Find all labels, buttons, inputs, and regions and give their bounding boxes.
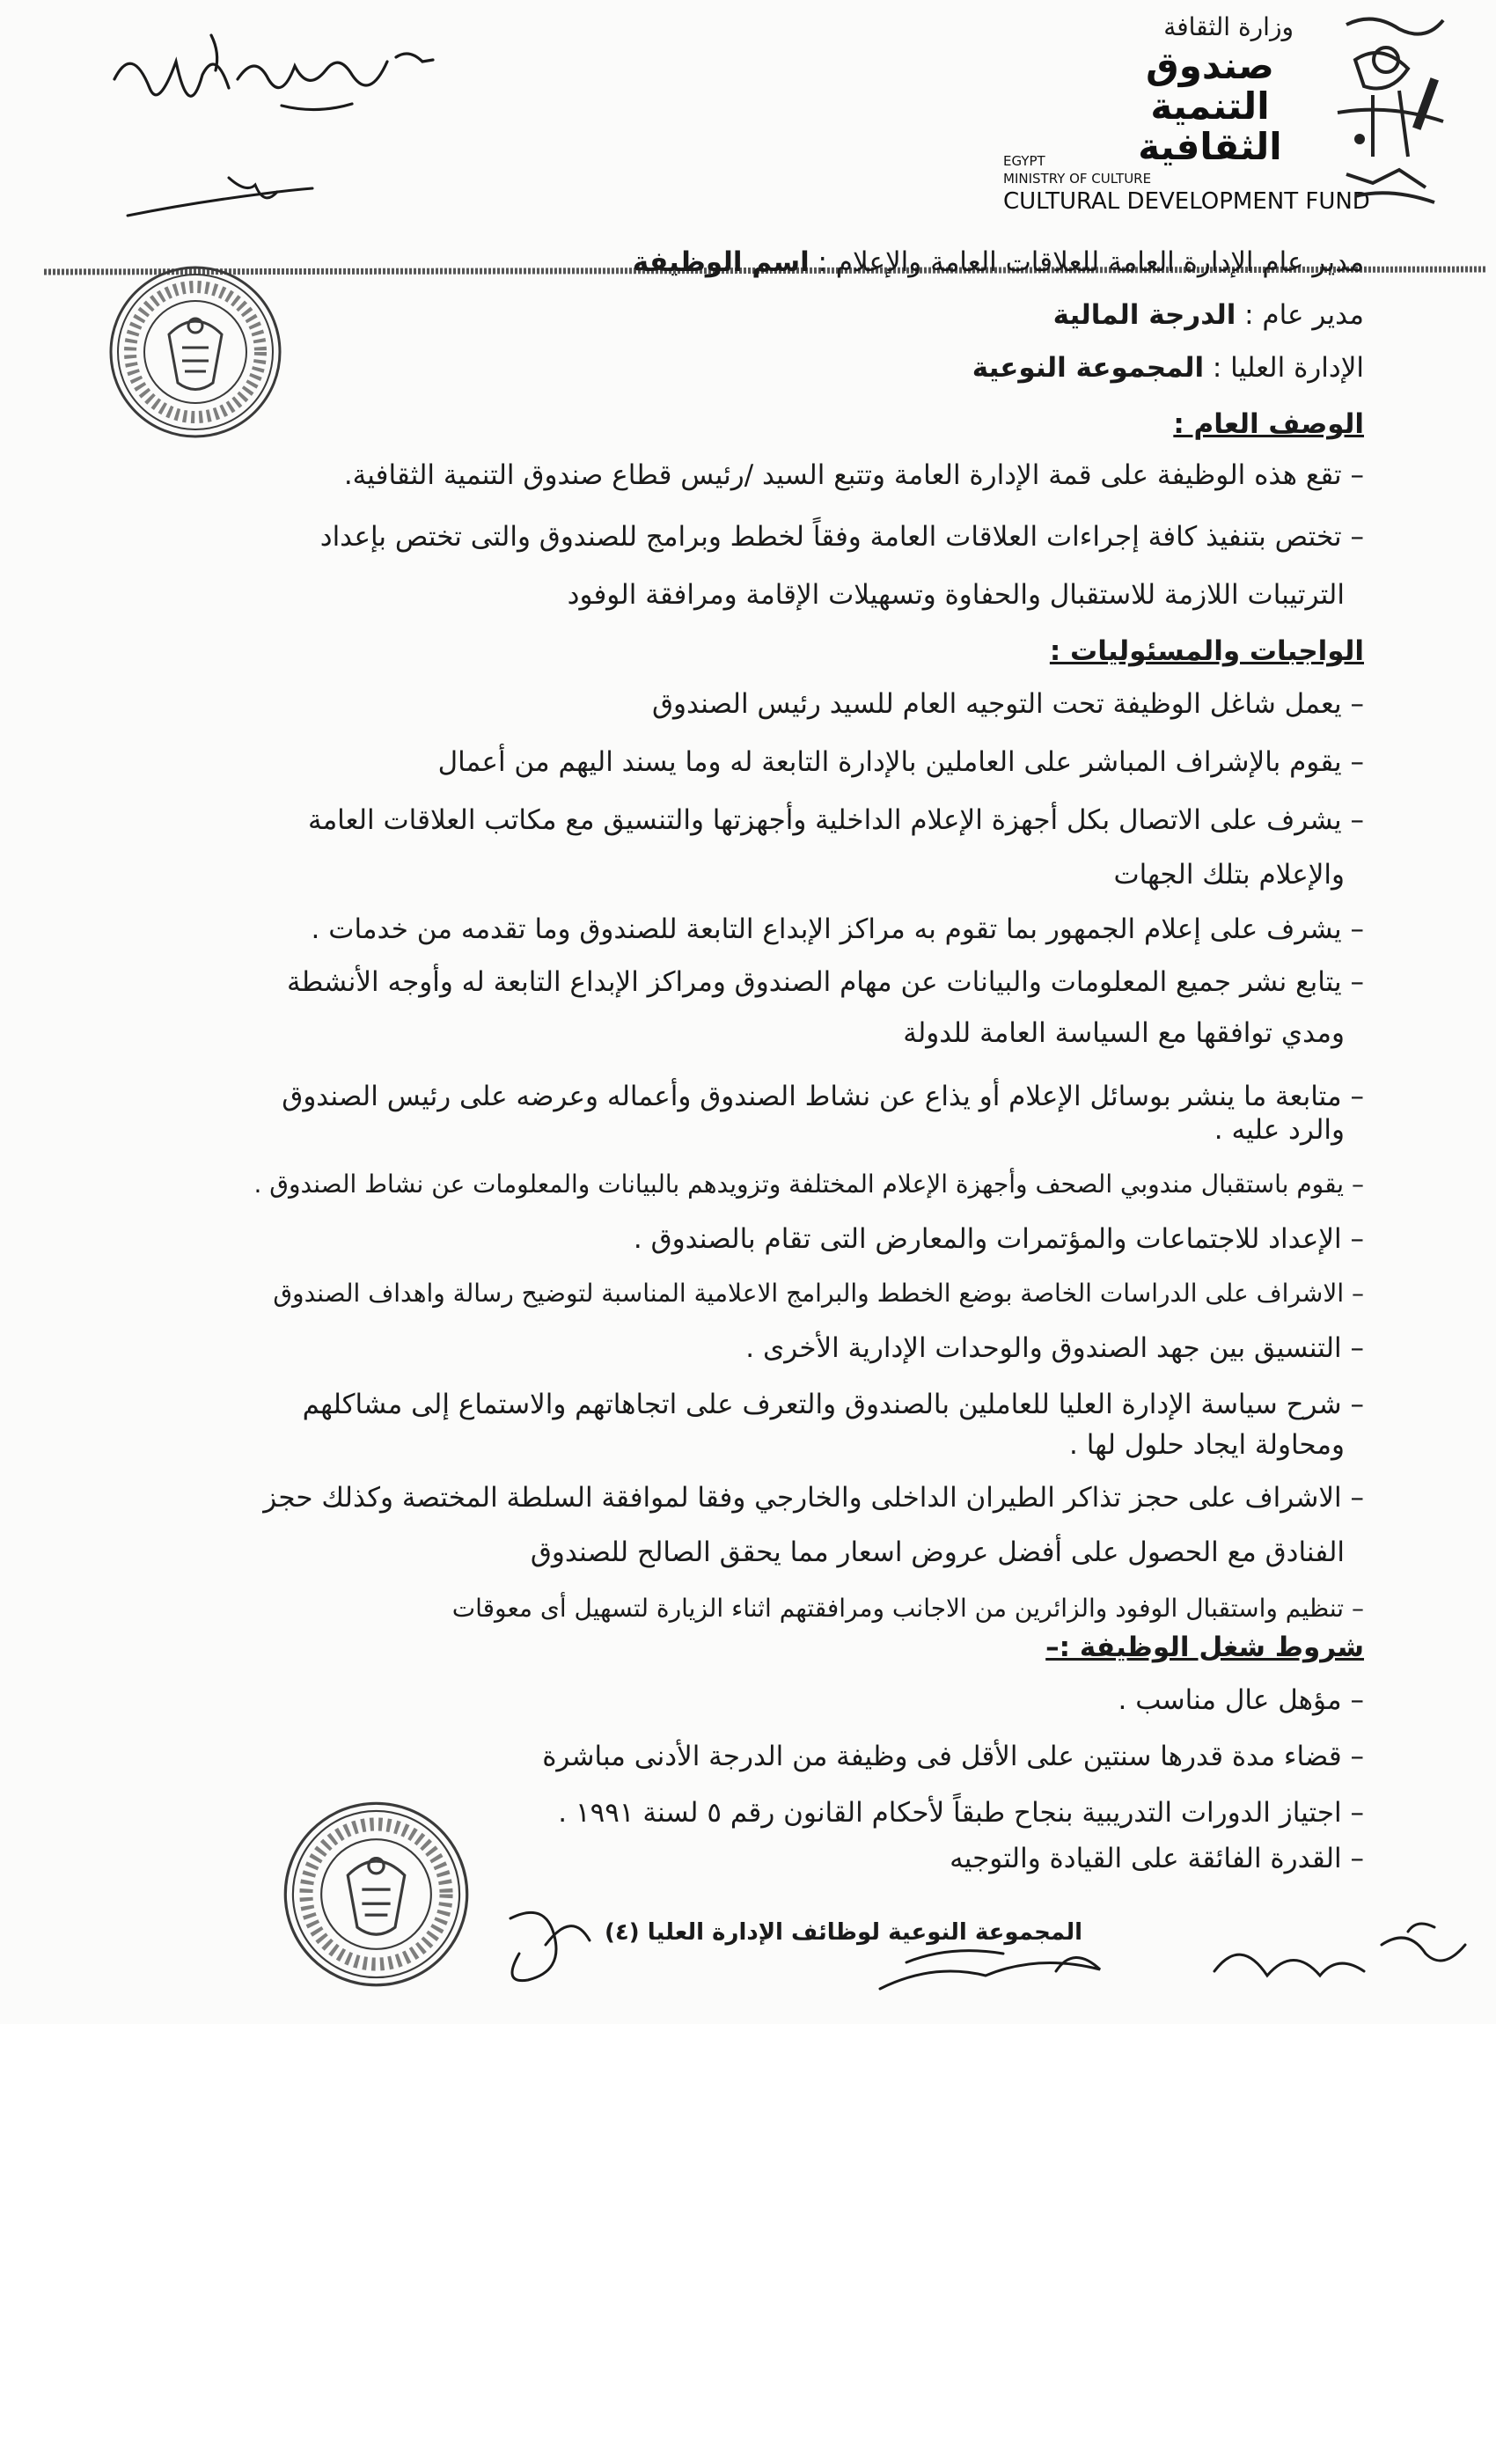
fund-name-ar-block	[1126, 46, 1294, 167]
official-seal-stamp-bottom	[282, 1800, 471, 1989]
financial-grade-label: الدرجة المالية	[1052, 299, 1236, 331]
field-colon: :	[1244, 299, 1254, 331]
duty-line: – يتابع نشر جميع المعلومات والبيانات عن مهام الصندوق ومراكز الإبداع التابعة له وأوجه الأنشطة	[287, 966, 1364, 998]
duty-line: والإعلام بتلك الجهات	[1113, 859, 1345, 891]
duty-line: – الاشراف على الدراسات الخاصة بوضع الخطط والبرامج الاعلامية المناسبة لتوضيح رسالة واهداف الصندوق	[273, 1279, 1364, 1308]
job-group-value: الإدارة العليا	[1230, 352, 1364, 384]
general-description-heading: الوصف العام :	[1173, 408, 1364, 440]
job-info-row	[546, 245, 1364, 280]
fund-name-ar-line: التنمية	[1150, 84, 1270, 128]
duty-line: – متابعة ما ينشر بوسائل الإعلام أو يذاع عن نشاط الصندوق وأعماله وعرضه على رئيس الصندوق	[282, 1081, 1364, 1112]
field-colon: :	[818, 246, 827, 278]
duty-line: – يقوم باستقبال مندوبي الصحف وأجهزة الإعلام المختلفة وتزويدهم بالبيانات والمعلومات عن نشاط الصندوق .	[253, 1170, 1364, 1199]
duty-line: الفنادق مع الحصول على أفضل عروض اسعار مما يحقق الصالح للصندوق	[530, 1536, 1345, 1568]
fund-emblem-icon	[1320, 7, 1461, 209]
job-info-row	[972, 297, 1364, 333]
cultural-development-fund-logo	[1003, 7, 1461, 214]
requirement-line: – مؤهل عال مناسب .	[1118, 1684, 1364, 1716]
duty-line: ومحاولة ايجاد حلول لها .	[1069, 1429, 1345, 1461]
fund-name-ar-line: الثقافية	[1138, 125, 1282, 168]
requirement-line: – القدرة الفائقة على القيادة والتوجيه	[950, 1843, 1364, 1874]
duty-line: – تنظيم واستقبال الوفود والزائرين من الاجانب ومرافقتهم اثناء الزيارة لتسهيل أى معوقات	[451, 1594, 1364, 1623]
duty-line: – شرح سياسة الإدارة العليا للعاملين بالصندوق والتعرف على اتجاهاتهم والاستماع إلى مشاكلهم	[302, 1389, 1364, 1420]
signature-top	[123, 167, 317, 229]
duty-line: والرد عليه .	[1214, 1114, 1345, 1146]
financial-grade-value: مدير عام	[1262, 299, 1364, 331]
requirement-line: – اجتياز الدورات التدريبية بنجاح طبقاً لأحكام القانون رقم ٥ لسنة ١٩٩١ .	[558, 1797, 1364, 1829]
general-description-line: الترتيبات اللازمة للاستقبال والحفاوة وتسهيلات الإقامة ومرافقة الوفود	[567, 579, 1345, 611]
fund-name-en: CULTURAL DEVELOPMENT FUND	[1003, 188, 1370, 215]
fund-name-ar-line: صندوق	[1146, 44, 1274, 87]
requirements-heading: شروط شغل الوظيفة :–	[1045, 1632, 1364, 1663]
requirement-line: – قضاء مدة قدرها سنتين على الأقل فى وظيفة من الدرجة الأدنى مباشرة	[542, 1741, 1364, 1772]
job-group-footer-label: المجموعة النوعية لوظائف الإدارة العليا (٤)	[605, 1919, 1082, 1946]
duty-line: – يعمل شاغل الوظيفة تحت التوجيه العام للسيد رئيس الصندوق	[651, 688, 1364, 720]
ministry-name-ar: وزارة الثقافة	[1163, 12, 1294, 41]
country-en: EGYPT	[1003, 153, 1045, 169]
duty-line: – الاشراف على حجز تذاكر الطيران الداخلى والخارجي وفقا لموافقة السلطة المختصة وكذلك حجز	[263, 1482, 1364, 1514]
job-title-value: مدير عام الإدارة العامة للعلاقات العامة والإعلام	[835, 246, 1364, 278]
field-colon: :	[1212, 352, 1222, 384]
duty-line: – الإعداد للاجتماعات والمؤتمرات والمعارض التى تقام بالصندوق .	[633, 1223, 1364, 1255]
ministry-name-en: MINISTRY OF CULTURE	[1003, 171, 1152, 187]
duty-line: – يقوم بالإشراف المباشر على العاملين بالإدارة التابعة له وما يسند اليهم من أعمال	[437, 746, 1364, 778]
duty-line: – التنسيق بين جهد الصندوق والوحدات الإدارية الأخرى .	[745, 1332, 1364, 1364]
duties-heading: الواجبات والمسئوليات :	[1049, 635, 1364, 667]
job-title-label: اسم الوظيفة	[632, 246, 810, 278]
duty-line: – يشرف على الاتصال بكل أجهزة الإعلام الداخلية وأجهزتها والتنسيق مع مكاتب العلاقات العامة	[307, 804, 1364, 836]
job-info-row	[940, 350, 1364, 385]
handwritten-copy-note	[106, 26, 440, 150]
duty-line: ومدي توافقها مع السياسة العامة للدولة	[903, 1017, 1345, 1049]
general-description-line: – تختص بتنفيذ كافة إجراءات العلاقات العامة وفقاً لخطط وبرامج للصندوق والتى تختص بإعداد	[319, 521, 1364, 553]
job-group-label: المجموعة النوعية	[972, 352, 1205, 384]
signatures-bottom	[493, 1892, 1478, 2006]
general-description-line: – تقع هذه الوظيفة على قمة الإدارة العامة وتتبع السيد /رئيس قطاع صندوق التنمية الثقافية.	[343, 459, 1364, 491]
official-seal-stamp	[107, 264, 283, 440]
duty-line: – يشرف على إعلام الجمهور بما تقوم به مراكز الإبداع التابعة للصندوق وما تقدمه من خدمات .	[311, 913, 1364, 945]
